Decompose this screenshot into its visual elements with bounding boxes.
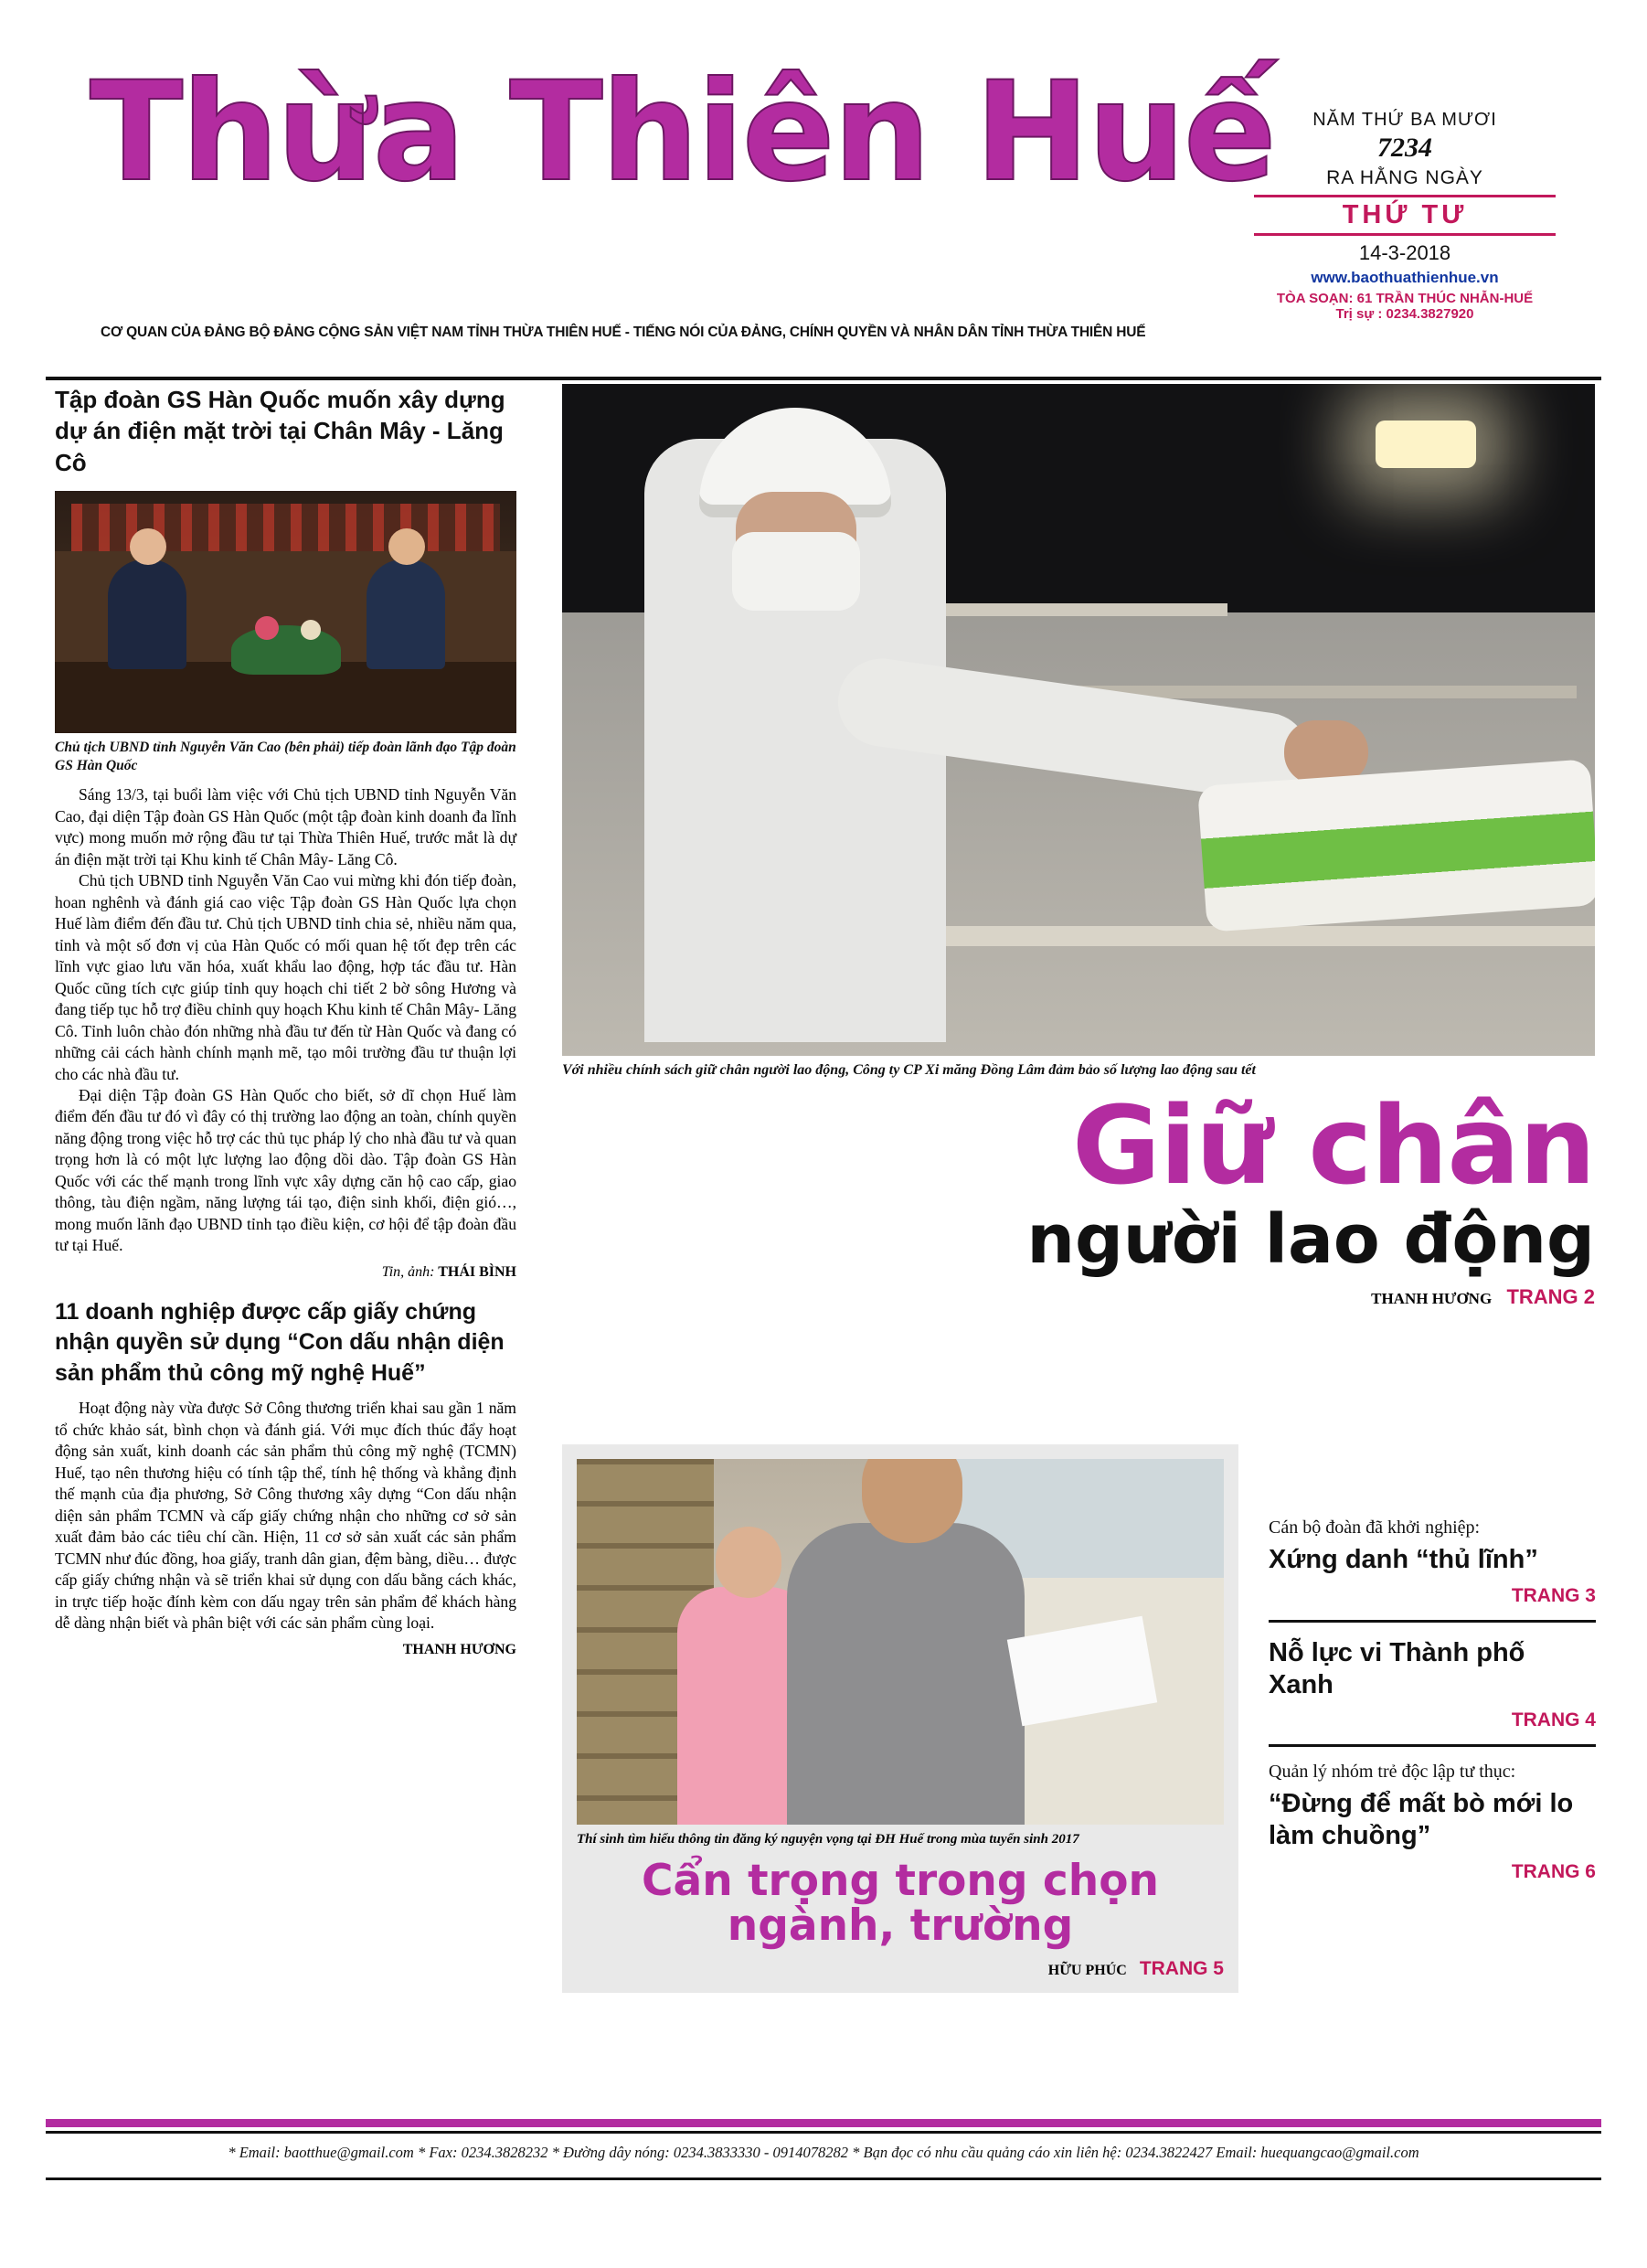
- left-column: [55, 384, 516, 1658]
- rail-item-1-title[interactable]: Xứng danh “thủ lĩnh”: [1269, 1545, 1538, 1574]
- rail-item-3[interactable]: [1269, 1762, 1596, 1896]
- left-article-body: [55, 784, 516, 1257]
- rail-item-1-kicker: Cán bộ đoàn đã khởi nghiệp:: [1269, 1517, 1481, 1538]
- left-paragraph-1: Sáng 13/3, tại buổi làm việc với Chủ tịch UBND tỉnh Nguyễn Văn Cao, đại diện Tập đoàn GS Hàn Quốc (một tập đoàn kinh doanh đa lĩnh vực) mong muốn mở rộng đầu tư tại Thừa Thiên Huế, trước mắt là dự án điện mặt trời tại Khu kinh tế Chân Mây- Lăng Cô.: [55, 785, 516, 868]
- masthead-office: TÒA SOẠN: 61 TRẦN THÚC NHẪN-HUẾ: [1276, 291, 1534, 306]
- right-rail: [1269, 1517, 1596, 1911]
- left-headline-2[interactable]: 11 doanh nghiệp được cấp giấy chứng nhận quyền sử dụng “Con dấu nhận diện sản phẩm thủ công mỹ nghệ Huế”: [55, 1298, 505, 1386]
- left-paragraph-3: Đại diện Tập đoàn GS Hàn Quốc cho biết, sở dĩ chọn Huế làm điểm đến đầu tư đó vì đây có thị trường lao động an toàn, chính quyền năng động trong việc hỗ trợ các thủ tục pháp lý cho nhà đầu tư và quan trọng hơn là có một lực lượng lao động dồi dào. Tập đoàn GS Hàn Quốc với các thế mạnh trong lĩnh vực xây dựng căn hộ cao cấp, giao thông, tàu điện ngầm, năng lượng tái tạo, điện sinh khối, điện gió…, mong muốn lãnh đạo UBND tỉnh tạo điều kiện, cơ hội để tập đoàn đầu tư tại Huế.: [55, 1086, 516, 1255]
- left-byline: [55, 1264, 516, 1281]
- left-byline-2: THANH HƯƠNG: [402, 1641, 516, 1657]
- main-title-line1[interactable]: Giữ chân: [1072, 1082, 1595, 1209]
- bottom-photo-students: [577, 1459, 1224, 1825]
- main-page-ref[interactable]: TRANG 2: [1506, 1284, 1595, 1308]
- footer-contact: * Email: baotthue@gmail.com * Fax: 0234.3828232 * Đường dây nóng: 0234.3833330 - 0914078282 * Bạn đọc có nhu cầu quảng cáo xin liên hệ: 0234.3822427 Email: huequangcao@gmail.com: [228, 2144, 1419, 2161]
- main-photo-caption: Với nhiều chính sách giữ chân người lao động, Công ty CP Xi măng Đồng Lâm đảm bảo số lượng lao động sau tết: [562, 1062, 1256, 1078]
- rail-item-2-title[interactable]: Nỗ lực vi Thành phố Xanh: [1269, 1637, 1525, 1699]
- left2-paragraph-1: Hoạt động này vừa được Sở Công thương triển khai sau gần 1 năm tổ chức khảo sát, bình chọn và đánh giá. Với mục đích thúc đẩy hoạt động sản xuất, kinh doanh các sản phẩm thủ công mỹ nghệ (TCMN) Huế, tạo nên thương hiệu có tính tập thể, tính hệ thống và khẳng định thế mạnh của địa phương, Sở Công thương xây dựng “Con dấu nhận diện sản phẩm TCMN và cấp giấy chứng nhận cho những cơ sở sản xuất đảm bảo các tiêu chí cần. Hiện, 11 cơ sở sản xuất các sản phẩm TCMN như đúc đồng, hoa giấy, tranh dân gian, đệm bàng, diều… được cấp giấy chứng nhận và sẽ triển khai sử dụng con dấu bằng cách khác, in trực tiếp hoặc đính kèm con dấu ngay trên sản phẩm để khách hàng dễ dàng nhận biết và phân biệt với các sản phẩm cùng loại.: [55, 1399, 516, 1633]
- bottom-feature-block: [562, 1444, 1238, 1993]
- footer-rule-magenta: [46, 2119, 1601, 2127]
- newspaper-title: Thừa Thiên Huế: [90, 53, 1275, 212]
- rail-item-2[interactable]: [1269, 1637, 1596, 1748]
- left-byline-prefix: Tin, ảnh:: [381, 1263, 435, 1280]
- masthead-info: [1254, 110, 1556, 322]
- masthead: [46, 0, 1601, 340]
- main-column: [562, 384, 1595, 1309]
- masthead-frequency: RA HẰNG NGÀY: [1326, 167, 1483, 188]
- left-paragraph-2: Chủ tịch UBND tỉnh Nguyễn Văn Cao vui mừng khi đón tiếp đoàn, hoan nghênh và đánh giá cao việc Tập đoàn GS Hàn Quốc lựa chọn Huế làm điểm đến đầu tư. Chủ tịch UBND tỉnh chia sẻ, nhiều năm qua, tỉnh và một số đơn vị của Hàn Quốc có mối quan hệ tốt đẹp trên các lĩnh vực giao lưu văn hóa, xuất khẩu lao động, hợp tác đầu tư. Hàn Quốc cũng tích cực giúp tỉnh quy hoạch chi tiết 2 bờ sông Hương và đang tiếp tục hỗ trợ điều chỉnh quy hoạch Khu kinh tế Chân Mây- Lăng Cô. Tỉnh luôn chào đón những nhà đầu tư đến từ Hàn Quốc và đang có những cải cách hành chính mạnh mẽ, tạo môi trường đầu tư thuận lợi cho các nhà đầu tư.: [55, 871, 516, 1083]
- masthead-year: NĂM THỨ BA MƯƠI: [1312, 110, 1497, 130]
- rail-item-3-page-ref[interactable]: TRANG 6: [1511, 1860, 1596, 1882]
- left-photo-caption: Chủ tịch UBND tỉnh Nguyễn Văn Cao (bên phải) tiếp đoàn lãnh đạo Tập đoàn GS Hàn Quốc: [55, 739, 516, 774]
- main-byline-row: [562, 1285, 1595, 1309]
- masthead-weekday: THỨ TƯ: [1254, 195, 1556, 236]
- masthead-date: 14-3-2018: [1358, 241, 1451, 264]
- bottom-photo-caption: Thí sinh tìm hiểu thông tin đăng ký nguyện vọng tại ĐH Huế trong mùa tuyển sinh 2017: [577, 1832, 1079, 1847]
- left-photo-meeting: [55, 491, 516, 733]
- masthead-website[interactable]: www.baothuathienhue.vn: [1311, 269, 1499, 286]
- left-article-body-2: [55, 1398, 516, 1634]
- rail-item-1[interactable]: [1269, 1517, 1596, 1623]
- masthead-divider: [46, 377, 1601, 380]
- masthead-issue-number: 7234: [1377, 133, 1432, 163]
- main-byline: THANH HƯƠNG: [1371, 1289, 1493, 1307]
- left-byline-name: THÁI BÌNH: [438, 1263, 516, 1280]
- left-headline[interactable]: Tập đoàn GS Hàn Quốc muốn xây dựng dự án điện mặt trời tại Chân Mây - Lăng Cô: [55, 386, 505, 476]
- bottom-page-ref[interactable]: TRANG 5: [1139, 1957, 1224, 1979]
- masthead-phone: Trị sự : 0234.3827920: [1335, 306, 1474, 322]
- rail-item-3-kicker: Quản lý nhóm trẻ độc lập tư thục:: [1269, 1762, 1516, 1783]
- bottom-byline: HỮU PHÚC: [1047, 1962, 1127, 1978]
- main-photo-factory: [562, 384, 1595, 1056]
- rail-item-1-page-ref[interactable]: TRANG 3: [1511, 1584, 1596, 1606]
- main-title-line2[interactable]: người lao động: [1026, 1200, 1595, 1279]
- footer-rule-bottom: [46, 2177, 1601, 2180]
- rail-item-2-page-ref[interactable]: TRANG 4: [1511, 1709, 1596, 1731]
- bottom-byline-row: [577, 1958, 1224, 1980]
- rail-item-3-title[interactable]: “Đừng để mất bò mới lo làm chuồng”: [1269, 1789, 1574, 1851]
- footer-rule-black: [46, 2131, 1601, 2134]
- bottom-title[interactable]: Cẩn trọng trong chọn ngành, trường: [642, 1856, 1159, 1952]
- masthead-subtitle: CƠ QUAN CỦA ĐẢNG BỘ ĐẢNG CỘNG SẢN VIỆT NAM TỈNH THỪA THIÊN HUẾ - TIẾNG NÓI CỦA ĐẢNG, CHÍNH QUYỀN VÀ NHÂN DÂN TỈNH THỪA THIÊN HUẾ: [101, 325, 1146, 340]
